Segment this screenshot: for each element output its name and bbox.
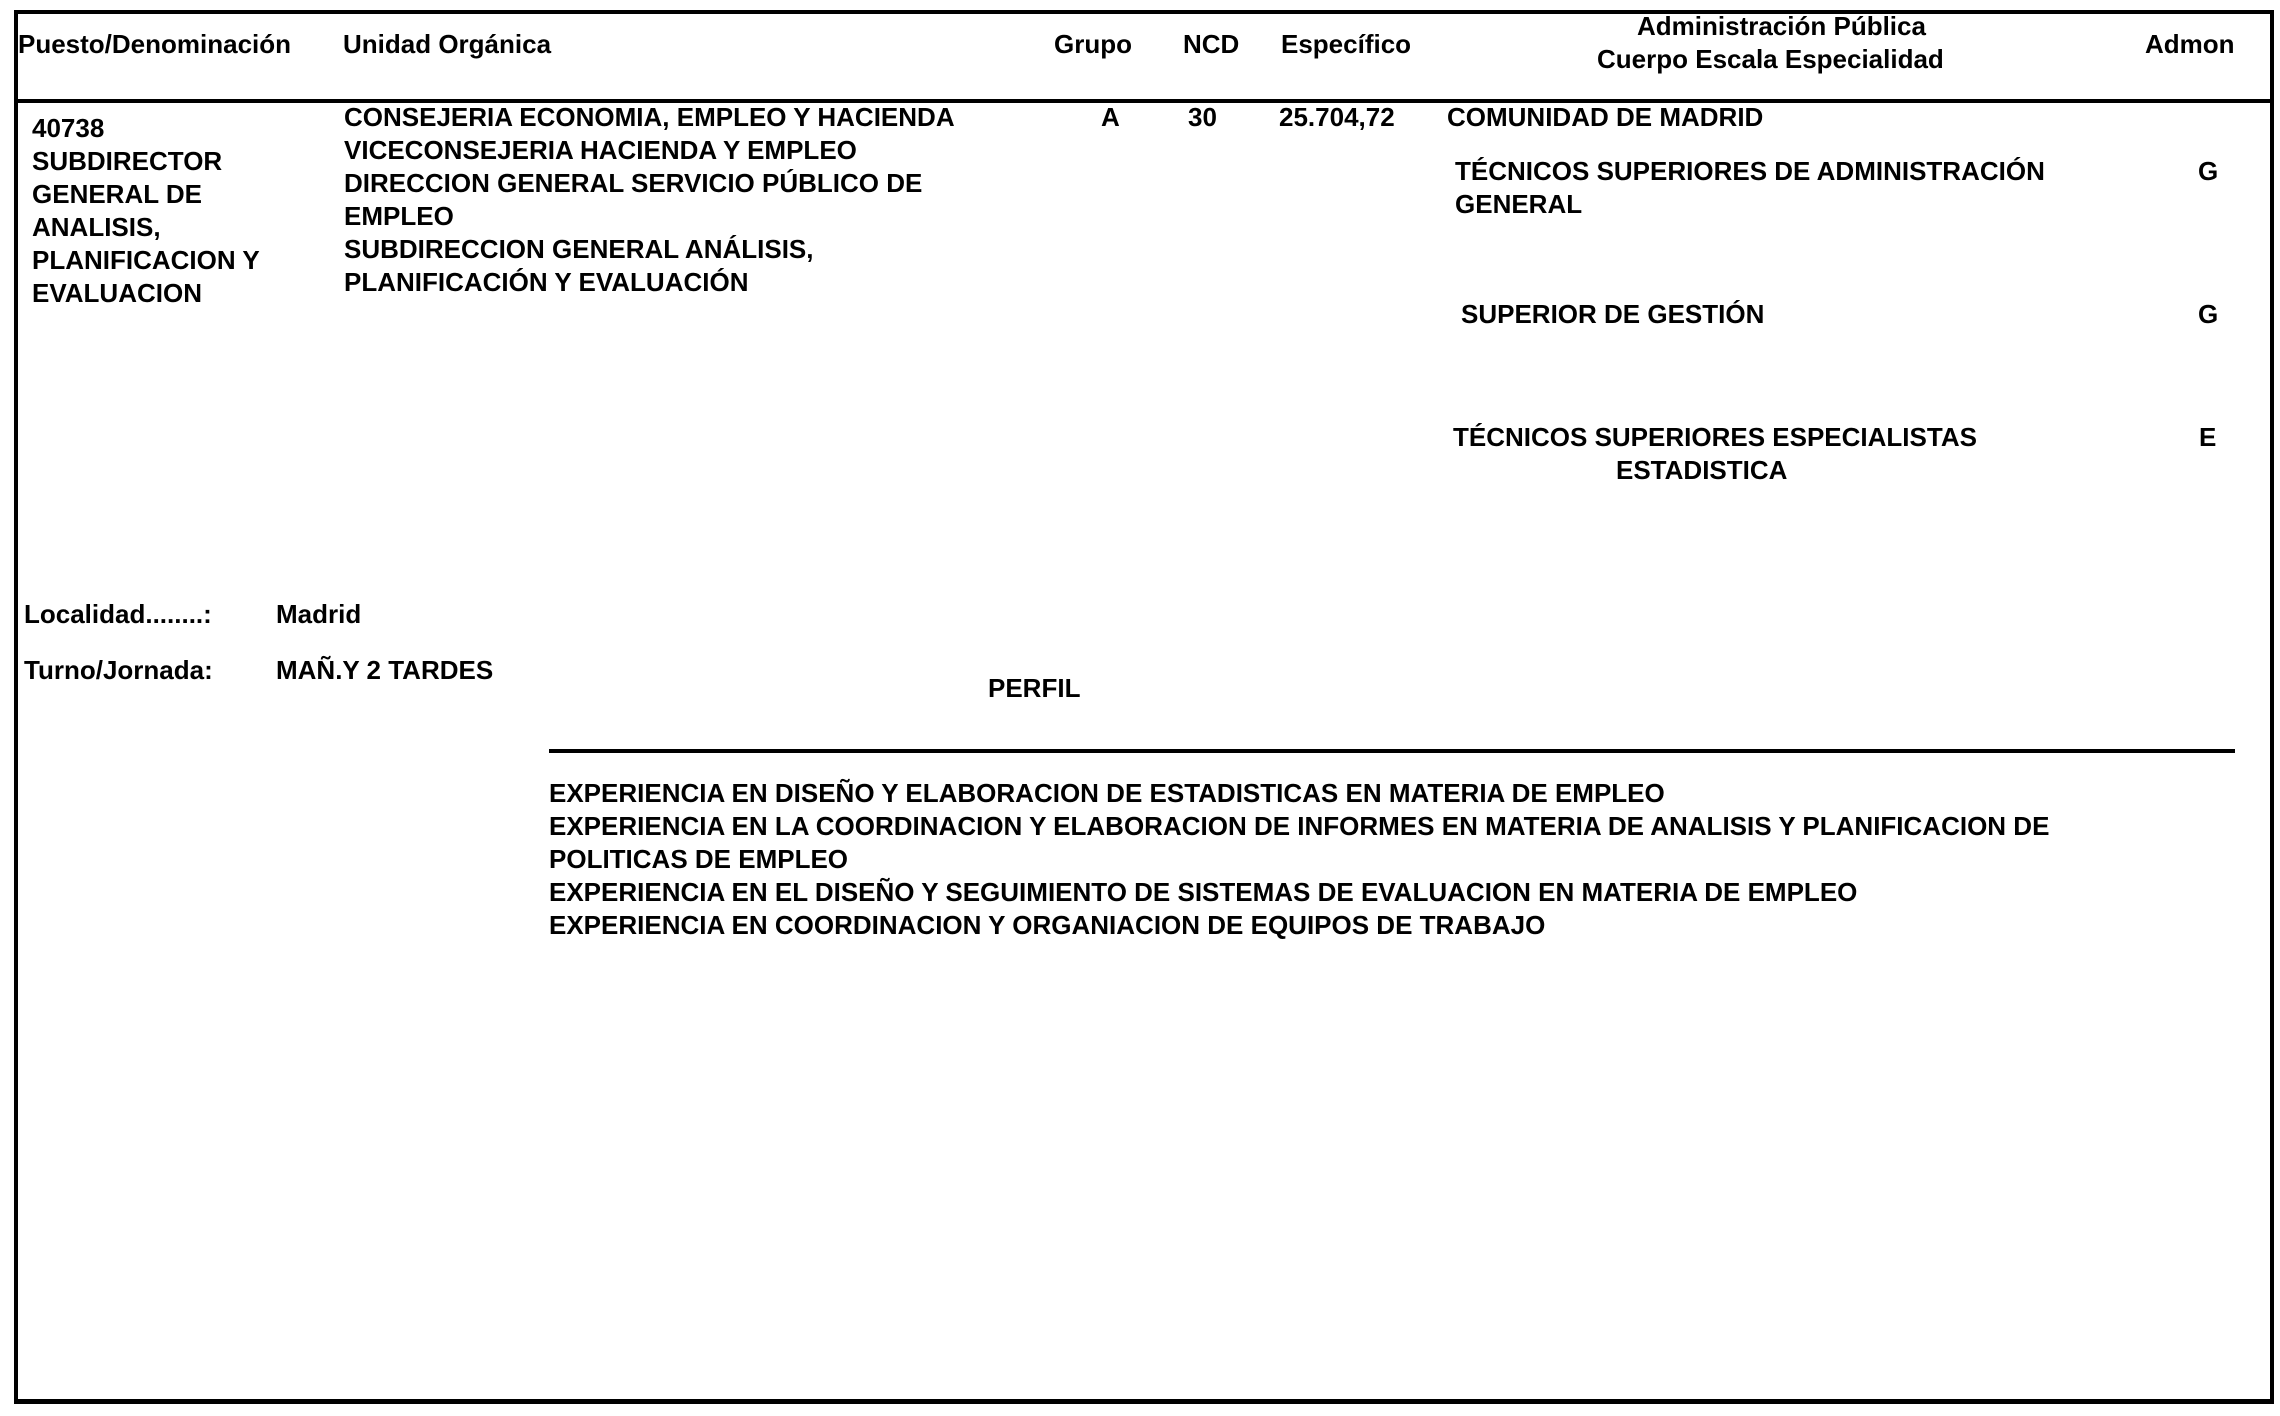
perfil-line: EXPERIENCIA EN LA COORDINACION Y ELABORACION DE INFORMES EN MATERIA DE ANALISIS Y PLANIFICACION DE (549, 811, 2050, 841)
header-cuerpo-escala: Cuerpo Escala Especialidad (1597, 44, 1944, 74)
turno-value: MAÑ.Y 2 TARDES (276, 655, 494, 685)
perfil-line: EXPERIENCIA EN DISEÑO Y ELABORACION DE ESTADISTICAS EN MATERIA DE EMPLEO (549, 778, 1665, 808)
perfil-line: EXPERIENCIA EN EL DISEÑO Y SEGUIMIENTO DE SISTEMAS DE EVALUACION EN MATERIA DE EMPLEO (549, 877, 1858, 907)
perfil-line: EXPERIENCIA EN COORDINACION Y ORGANIACION DE EQUIPOS DE TRABAJO (549, 910, 1546, 940)
unidad-line: VICECONSEJERIA HACIENDA Y EMPLEO (344, 135, 857, 165)
turno-label: Turno/Jornada: (24, 655, 213, 685)
cuerpo-line: TÉCNICOS SUPERIORES DE ADMINISTRACIÓN (1455, 156, 2045, 186)
ncd-value: 30 (1188, 102, 1217, 132)
header-unidad: Unidad Orgánica (343, 29, 552, 59)
unidad-line: SUBDIRECCION GENERAL ANÁLISIS, (344, 234, 814, 264)
cuerpo-line: ESTADISTICA (1616, 455, 1788, 485)
puesto-line: SUBDIRECTOR (32, 146, 223, 176)
header-admon: Admon (2145, 29, 2235, 59)
localidad-value: Madrid (276, 599, 362, 629)
unidad-line: DIRECCION GENERAL SERVICIO PÚBLICO DE (344, 168, 923, 198)
puesto-denominacion (32, 112, 260, 310)
cuerpo-admon: G (2198, 299, 2219, 329)
cuerpo-line: TÉCNICOS SUPERIORES ESPECIALISTAS (1453, 422, 1977, 452)
cuerpo-admon: E (2199, 422, 2217, 452)
cuerpo-admon: G (2198, 156, 2219, 186)
administracion-value: COMUNIDAD DE MADRID (1447, 102, 1764, 132)
perfil-list (549, 777, 2049, 942)
perfil-divider (549, 749, 2235, 753)
grupo-value: A (1101, 102, 1120, 132)
puesto-line: EVALUACION (32, 278, 202, 308)
unidad-line: PLANIFICACIÓN Y EVALUACIÓN (344, 267, 749, 297)
cuerpo-item: SUPERIOR DE GESTIÓN (1461, 299, 1765, 329)
cuerpo-item (1453, 421, 1977, 454)
puesto-line: GENERAL DE (32, 179, 202, 209)
perfil-title: PERFIL (988, 673, 1081, 703)
puesto-code: 40738 (32, 113, 105, 143)
puesto-line: ANALISIS, (32, 212, 161, 242)
unidad-line: CONSEJERIA ECONOMIA, EMPLEO Y HACIENDA (344, 102, 955, 132)
cuerpo-line: GENERAL (1455, 189, 1583, 219)
perfil-line: POLITICAS DE EMPLEO (549, 844, 849, 874)
localidad-label: Localidad........: (24, 599, 212, 629)
especifico-value: 25.704,72 (1279, 102, 1395, 132)
header-puesto: Puesto/Denominación (18, 29, 292, 59)
puesto-line: PLANIFICACION Y (32, 245, 260, 275)
unidad-organica (344, 101, 955, 299)
header-especifico: Específico (1281, 29, 1412, 59)
header-ncd: NCD (1183, 29, 1240, 59)
header-administracion: Administración Pública (1637, 11, 1926, 41)
cuerpo-item (1455, 155, 2045, 221)
header-grupo: Grupo (1054, 29, 1132, 59)
unidad-line: EMPLEO (344, 201, 454, 231)
